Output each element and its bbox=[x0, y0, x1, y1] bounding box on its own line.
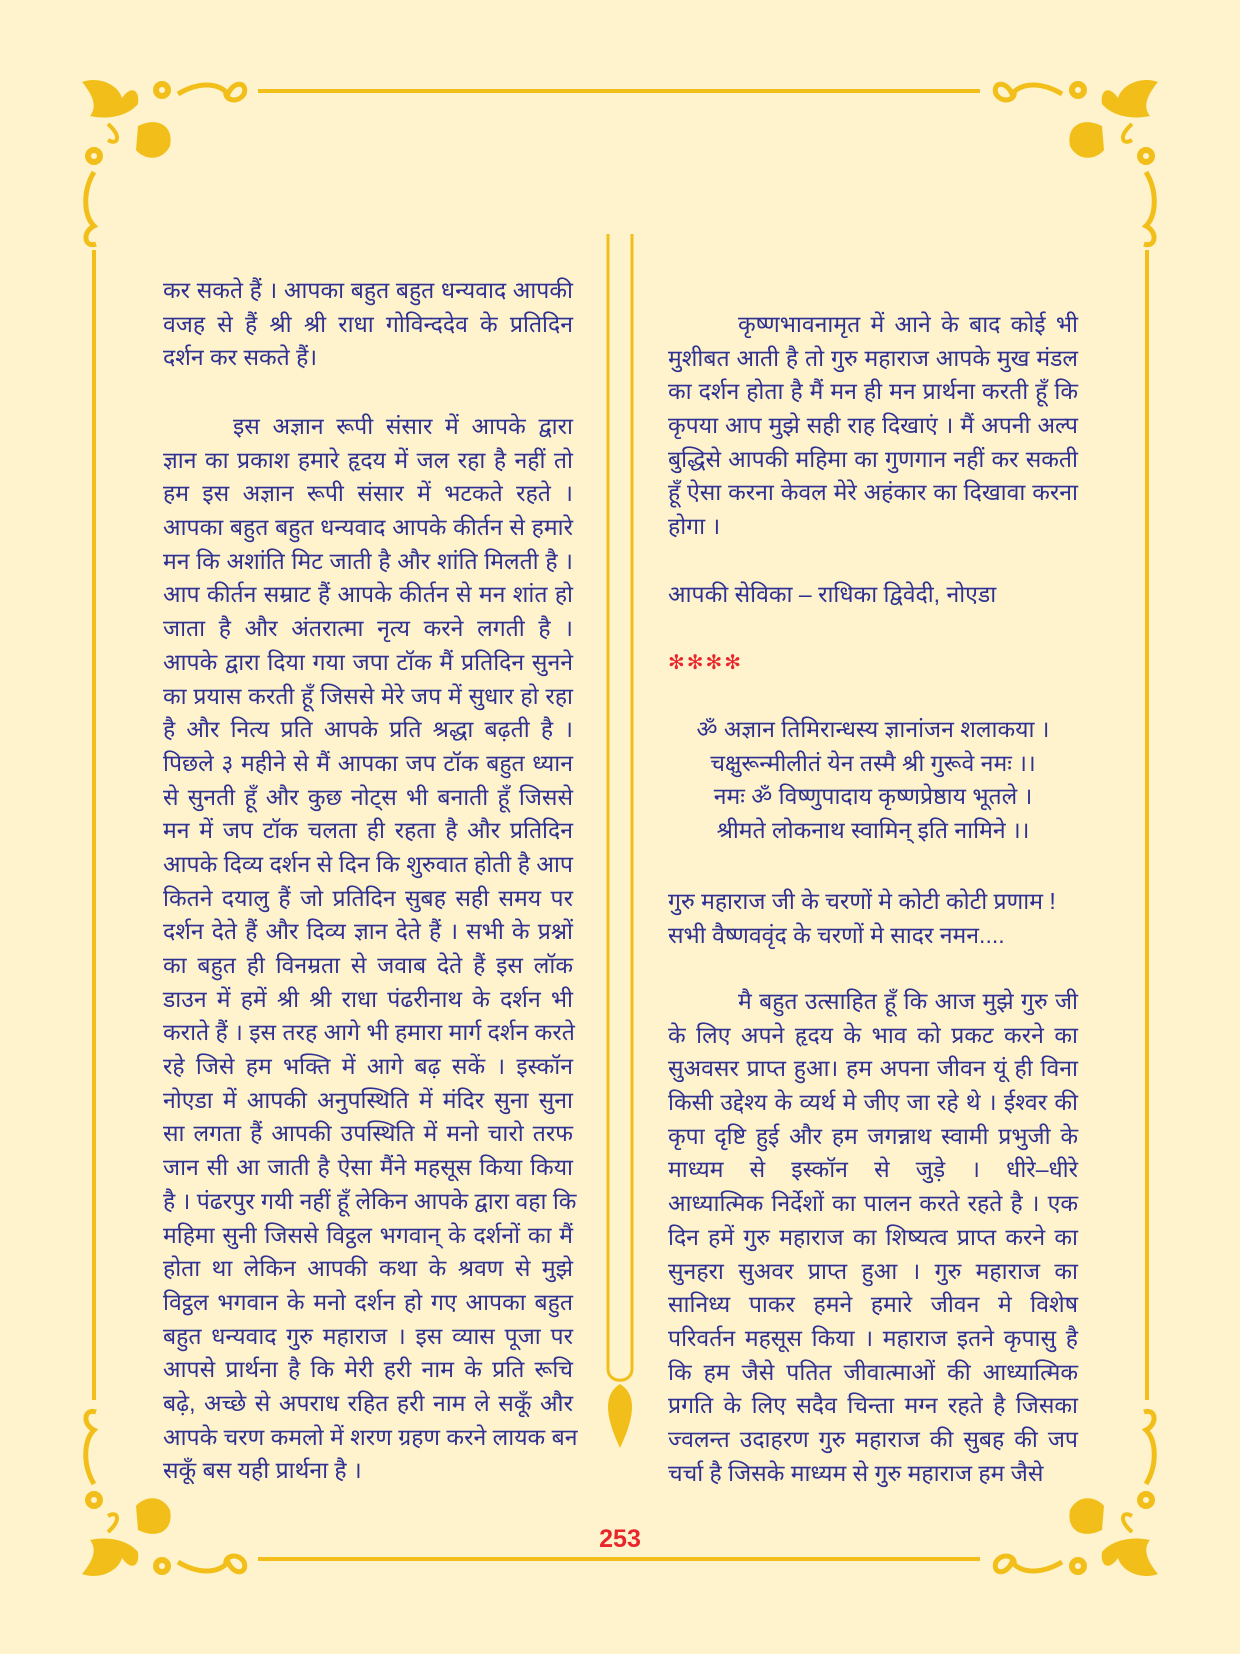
text-line: किसी उद्देश्य के व्यर्थ मे जीए जा रहे थे । ईश्वर की bbox=[668, 1089, 1078, 1116]
text-line: हम इस अज्ञान रूपी संसार में भटकते रहते । bbox=[163, 480, 573, 507]
text-line: कर सकते हैं । आपका बहुत बहुत धन्यवाद आपकी bbox=[163, 277, 573, 303]
text-line: जाता है और अंतरात्मा नृत्य करने लगती है । bbox=[163, 615, 573, 642]
text-line: महिमा सुनी जिससे विट्ठल भगवान् के दर्शनों का मैं bbox=[163, 1221, 573, 1248]
signature bbox=[668, 578, 1078, 612]
text-line: कृपा दृष्टि हुई और हम जगन्नाथ स्वामी प्रभुजी के bbox=[668, 1122, 1078, 1149]
text-line: परिवर्तन महसूस किया । महाराज इतने कृपासु है bbox=[668, 1324, 1078, 1351]
text-line: से सुनती हूँ और कुछ नोट्स भी बनाती हूँ जिससे bbox=[163, 783, 573, 810]
text-line: सुनहरा सुअवर प्राप्त हुआ । गुरु महाराज का bbox=[668, 1257, 1078, 1284]
text-line: नोएडा में आपकी अनुपस्थिति में मंदिर सुना सुना bbox=[163, 1086, 573, 1113]
page-number: 253 bbox=[599, 1525, 641, 1553]
column-divider bbox=[596, 234, 644, 1454]
left-paragraph-1 bbox=[163, 274, 573, 375]
text-line: आध्यात्मिक निर्देशों का पालन करते रहते है । एक bbox=[668, 1190, 1078, 1217]
text-line: श्रीमते लोकनाथ स्वामिन् इति नामिने ।। bbox=[716, 817, 1030, 844]
text-line: नमः ॐ विष्णुपादाय कृष्णप्रेष्ठाय भूतले । bbox=[713, 783, 1033, 810]
greeting bbox=[668, 885, 1078, 952]
text-line: गुरु महाराज जी के चरणों मे कोटी कोटी प्रणाम ! bbox=[668, 888, 1056, 914]
text-line: होता था लेकिन आपकी कथा के श्रवण से मुझे bbox=[163, 1255, 573, 1282]
text-line: डाउन में हमें श्री श्री राधा पंढरीनाथ के दर्शन भी bbox=[163, 985, 573, 1012]
text-line: दर्शन देते हैं और दिव्य ज्ञान देते हैं । सभी के प्रश्नों bbox=[163, 918, 573, 945]
text-line: सुअवसर प्राप्त हुआ। हम अपना जीवन यूं ही विना bbox=[668, 1055, 1078, 1082]
text-line: मन में जप टॉक चलता ही रहता है और प्रतिदिन bbox=[163, 817, 573, 844]
text-line: कराते हैं । इस तरह आगे भी हमारा मार्ग दर्शन करते bbox=[163, 1019, 575, 1046]
text-line: कृष्णभावनामृत में आने के बाद कोई भी bbox=[738, 311, 1078, 337]
text-line: बढ़े, अच्छे से अपराध रहित हरी नाम ले सकूँ और bbox=[163, 1389, 573, 1416]
text-line: मुशीबत आती है तो गुरु महाराज आपके मुख मंडल bbox=[668, 344, 1078, 371]
text-line: वजह से हैं श्री श्री राधा गोविन्ददेव के प्रतिदिन bbox=[163, 310, 573, 337]
text-line: कितने दयालु हैं जो प्रतिदिन सुबह सही समय पर bbox=[163, 884, 573, 911]
verse bbox=[668, 713, 1078, 848]
text-line: मन कि अशांति मिट जाती है और शांति मिलती है । bbox=[163, 547, 573, 574]
text-line: विट्ठल भगवान के मनो दर्शन हो गए आपका बहुत bbox=[163, 1288, 573, 1315]
text-line: ज्ञान का प्रकाश हमारे हृदय में जल रहा है नहीं तो bbox=[163, 446, 573, 473]
left-paragraph-2 bbox=[163, 410, 578, 1488]
text-line: आपके दिव्य दर्शन से दिन कि शुरुवात होती है आप bbox=[163, 850, 573, 877]
left-border bbox=[92, 250, 96, 1400]
right-paragraph-1 bbox=[668, 308, 1078, 544]
text-line: आपके चरण कमलो में शरण ग्रहण करने लायक बन bbox=[163, 1423, 578, 1450]
text-line: चर्चा है जिसके माध्यम से गुरु महाराज हम जैसे bbox=[668, 1459, 1044, 1486]
text-line: होगा । bbox=[668, 513, 721, 540]
text-line: पिछले ३ महीने से मैं आपका जप टॉक बहुत ध्यान bbox=[163, 749, 573, 776]
text-line: हूँ ऐसा करना केवल मेरे अहंकार का दिखावा करना bbox=[668, 479, 1078, 506]
text-line: कृपया आप मुझे सही राह दिखाएं । मैं अपनी अल्प bbox=[668, 412, 1078, 439]
text-line: का दर्शन होता है मैं मन ही मन प्रार्थना करती हूँ कि bbox=[668, 378, 1078, 405]
text-line: कि हम जैसे पतित जीवात्माओं की आध्यात्मिक bbox=[668, 1358, 1078, 1385]
separator-stars: ✻✻✻✻ bbox=[668, 652, 744, 674]
text-line: रहे जिसे हम भक्ति में आगे बढ़ सकें । इस्कॉन bbox=[163, 1053, 573, 1080]
text-line: प्रगति के लिए सदैव चिन्ता मग्न रहते है जिसका bbox=[668, 1392, 1078, 1419]
text-line: का प्रयास करती हूँ जिससे मेरे जप में सुधार हो रहा bbox=[163, 682, 573, 709]
text-line: बहुत धन्यवाद गुरु महाराज । इस व्यास पूजा पर bbox=[163, 1322, 573, 1349]
text-line: सानिध्य पाकर हमने हमारे जीवन मे विशेष bbox=[668, 1291, 1078, 1318]
text-line: आप कीर्तन सम्राट हैं आपके कीर्तन से मन शांत हो bbox=[163, 581, 573, 608]
right-paragraph-2 bbox=[668, 985, 1078, 1490]
text-line: के लिए अपने हृदय के भाव को प्रकट करने का bbox=[668, 1021, 1078, 1048]
text-line: माध्यम से इस्कॉन से जुड़े । धीरे–धीरे bbox=[668, 1156, 1078, 1183]
text-line: जान सी आ जाती है ऐसा मैंने महसूस किया किया bbox=[163, 1154, 573, 1181]
bottom-border bbox=[258, 1557, 980, 1561]
text-line: ज्वलन्त उदाहरण गुरु महाराज की सुबह की जप bbox=[668, 1425, 1078, 1452]
top-border bbox=[258, 89, 980, 93]
signature-text: आपकी सेविका – राधिका द्विवेदी, नोएडा bbox=[668, 581, 997, 607]
text-line: है और नित्य प्रति आपके प्रति श्रद्धा बढ़ती है । bbox=[163, 716, 573, 743]
text-line: चक्षुरून्मीलीतं येन तस्मै श्री गुरूवे नमः ।। bbox=[710, 749, 1036, 776]
text-line: आपका बहुत बहुत धन्यवाद आपके कीर्तन से हमारे bbox=[163, 514, 573, 541]
text-line: है । पंढरपुर गयी नहीं हूँ लेकिन आपके द्वारा वहा कि bbox=[163, 1187, 577, 1214]
text-line: इस अज्ञान रूपी संसार में आपके द्वारा bbox=[233, 413, 573, 439]
text-line: का बहुत ही विनम्रता से जवाब देते हैं इस लॉक bbox=[163, 952, 573, 978]
text-line: बुद्धिसे आपकी महिमा का गुणगान नहीं कर सकती bbox=[668, 445, 1078, 472]
text-line: सभी वैष्णववृंद के चरणों मे सादर नमन.... bbox=[668, 921, 1005, 948]
right-border bbox=[1145, 250, 1149, 1400]
text-line: दिन हमें गुरु महाराज का शिष्यत्व प्राप्त करने का bbox=[668, 1223, 1078, 1250]
corner-ornament-icon bbox=[982, 76, 1162, 256]
text-line: सकूँ बस यही प्रार्थना है । bbox=[163, 1457, 362, 1484]
corner-ornament-icon bbox=[78, 76, 258, 256]
text-line: दर्शन कर सकते हैं। bbox=[163, 344, 318, 371]
text-line: सा लगता हैं आपकी उपस्थिति में मनो चारो तरफ bbox=[163, 1120, 573, 1147]
text-line: ॐ अज्ञान तिमिरान्धस्य ज्ञानांजन शलाकया । bbox=[696, 716, 1050, 742]
text-line: आपसे प्रार्थना है कि मेरी हरी नाम के प्रति रूचि bbox=[163, 1356, 573, 1383]
text-line: मै बहुत उत्साहित हूँ कि आज मुझे गुरु जी bbox=[738, 988, 1078, 1014]
text-line: आपके द्वारा दिया गया जपा टॉक मैं प्रतिदिन सुनने bbox=[163, 648, 573, 675]
